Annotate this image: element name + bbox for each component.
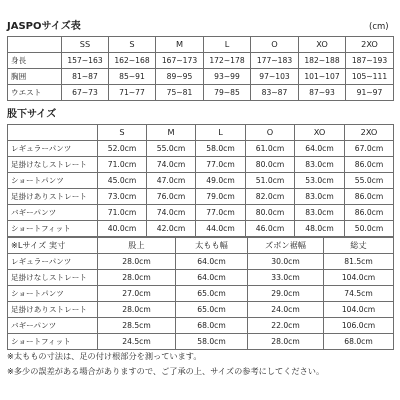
row-label: レギュラーパンツ <box>8 141 98 157</box>
table-cell: 157~163 <box>62 53 109 69</box>
table-cell: 28.0cm <box>98 254 176 270</box>
table-cell: 104.0cm <box>324 302 394 318</box>
table-cell: 83.0cm <box>295 205 345 221</box>
header-cell: ※Lサイズ 実寸 <box>8 238 98 254</box>
header-cell: XO <box>299 37 346 53</box>
table-cell: 42.0cm <box>147 221 196 237</box>
table-cell: 76.0cm <box>147 189 196 205</box>
table-cell: 80.0cm <box>246 157 295 173</box>
unit-label: (cm) <box>369 22 389 32</box>
table-row <box>8 157 394 173</box>
header-cell: 股上 <box>98 238 176 254</box>
table-cell: 45.0cm <box>98 173 147 189</box>
header-cell <box>8 125 98 141</box>
table-header-row <box>8 125 394 141</box>
table-row <box>8 334 394 350</box>
header-cell: S <box>98 125 147 141</box>
table-cell: 67.0cm <box>345 141 394 157</box>
table-cell: 75~81 <box>156 85 204 101</box>
table-cell: 106.0cm <box>324 318 394 334</box>
inseam-size-table <box>7 124 394 237</box>
table-cell: 29.0cm <box>248 286 324 302</box>
table-cell: 82.0cm <box>246 189 295 205</box>
table-row <box>8 254 394 270</box>
table-cell: 64.0cm <box>176 270 248 286</box>
table-cell: 46.0cm <box>246 221 295 237</box>
table-cell: 28.0cm <box>98 270 176 286</box>
header-cell: ズボン裾幅 <box>248 238 324 254</box>
table-cell: 67~73 <box>62 85 109 101</box>
table-row <box>8 85 394 101</box>
table-cell: 77.0cm <box>196 157 246 173</box>
table-cell: 61.0cm <box>246 141 295 157</box>
table-cell: 68.0cm <box>324 334 394 350</box>
table-cell: 81~87 <box>62 69 109 85</box>
table-cell: 51.0cm <box>246 173 295 189</box>
table-cell: 74.0cm <box>147 157 196 173</box>
table-cell: 49.0cm <box>196 173 246 189</box>
table-cell: 89~95 <box>156 69 204 85</box>
header-cell: M <box>147 125 196 141</box>
table-row <box>8 318 394 334</box>
table-row <box>8 221 394 237</box>
row-label: 足掛けなしストレート <box>8 157 98 173</box>
table-cell: 28.0cm <box>98 302 176 318</box>
table-cell: 187~193 <box>346 53 394 69</box>
table-cell: 79.0cm <box>196 189 246 205</box>
table-cell: 64.0cm <box>176 254 248 270</box>
table-cell: 33.0cm <box>248 270 324 286</box>
table-cell: 68.0cm <box>176 318 248 334</box>
header-cell: L <box>204 37 251 53</box>
row-label: ショートフィット <box>8 221 98 237</box>
table-cell: 24.5cm <box>98 334 176 350</box>
table-cell: 74.5cm <box>324 286 394 302</box>
l-size-measurement-table <box>7 237 394 350</box>
table-cell: 162~168 <box>109 53 156 69</box>
table-cell: 83.0cm <box>295 157 345 173</box>
table-row <box>8 173 394 189</box>
table-cell: 50.0cm <box>345 221 394 237</box>
table-cell: 30.0cm <box>248 254 324 270</box>
table-cell: 77.0cm <box>196 205 246 221</box>
header-cell: M <box>156 37 204 53</box>
row-label: 胸囲 <box>8 69 62 85</box>
table-cell: 182~188 <box>299 53 346 69</box>
row-label: ショートフィット <box>8 334 98 350</box>
row-label: 足掛けありストレート <box>8 189 98 205</box>
note-measurement-error: ※多少の誤差がある場合がありますので、ご了承の上、サイズの参考にしてください。 <box>7 366 325 376</box>
table-cell: 22.0cm <box>248 318 324 334</box>
row-label: 足掛けありストレート <box>8 302 98 318</box>
header-cell <box>8 37 62 53</box>
header-cell: XO <box>295 125 345 141</box>
row-label: ショートパンツ <box>8 173 98 189</box>
table-cell: 81.5cm <box>324 254 394 270</box>
table-cell: 91~97 <box>346 85 394 101</box>
table-cell: 87~93 <box>299 85 346 101</box>
row-label: バギーパンツ <box>8 205 98 221</box>
table-cell: 86.0cm <box>345 157 394 173</box>
table-cell: 27.0cm <box>98 286 176 302</box>
header-cell: 2XO <box>345 125 394 141</box>
note-thigh-measurement: ※太ももの寸法は、足の付け根部分を測っています。 <box>7 351 202 361</box>
table-cell: 93~99 <box>204 69 251 85</box>
table-cell: 104.0cm <box>324 270 394 286</box>
row-label: ウエスト <box>8 85 62 101</box>
inseam-size-title: 股下サイズ <box>7 109 57 120</box>
table-cell: 177~183 <box>251 53 299 69</box>
table-cell: 71.0cm <box>98 157 147 173</box>
row-label: 足掛けなしストレート <box>8 270 98 286</box>
table-cell: 97~103 <box>251 69 299 85</box>
table-cell: 55.0cm <box>345 173 394 189</box>
table-cell: 65.0cm <box>176 302 248 318</box>
table-cell: 24.0cm <box>248 302 324 318</box>
table-cell: 86.0cm <box>345 205 394 221</box>
header-cell: O <box>246 125 295 141</box>
table-cell: 55.0cm <box>147 141 196 157</box>
table-header-row <box>8 37 394 53</box>
table-cell: 80.0cm <box>246 205 295 221</box>
table-cell: 79~85 <box>204 85 251 101</box>
table-cell: 105~111 <box>346 69 394 85</box>
table-cell: 28.5cm <box>98 318 176 334</box>
table-cell: 71.0cm <box>98 205 147 221</box>
row-label: レギュラーパンツ <box>8 254 98 270</box>
table-row <box>8 286 394 302</box>
table-row <box>8 189 394 205</box>
header-cell: L <box>196 125 246 141</box>
header-cell: 総丈 <box>324 238 394 254</box>
table-row <box>8 53 394 69</box>
table-cell: 52.0cm <box>98 141 147 157</box>
table-row <box>8 205 394 221</box>
table-cell: 86.0cm <box>345 189 394 205</box>
table-cell: 58.0cm <box>176 334 248 350</box>
table-cell: 65.0cm <box>176 286 248 302</box>
row-label: ショートパンツ <box>8 286 98 302</box>
header-cell: O <box>251 37 299 53</box>
row-label: 身長 <box>8 53 62 69</box>
table-cell: 44.0cm <box>196 221 246 237</box>
table-cell: 47.0cm <box>147 173 196 189</box>
jaspo-size-table <box>7 36 394 101</box>
table-row <box>8 270 394 286</box>
table-cell: 101~107 <box>299 69 346 85</box>
table-cell: 28.0cm <box>248 334 324 350</box>
jaspo-size-title: JASPOサイズ表 <box>7 21 81 32</box>
header-cell: S <box>109 37 156 53</box>
table-header-row <box>8 238 394 254</box>
table-cell: 85~91 <box>109 69 156 85</box>
table-row <box>8 141 394 157</box>
table-cell: 83.0cm <box>295 189 345 205</box>
table-cell: 64.0cm <box>295 141 345 157</box>
table-cell: 73.0cm <box>98 189 147 205</box>
header-cell: 2XO <box>346 37 394 53</box>
header-cell: SS <box>62 37 109 53</box>
table-cell: 172~178 <box>204 53 251 69</box>
table-cell: 48.0cm <box>295 221 345 237</box>
header-cell: 太もも幅 <box>176 238 248 254</box>
table-cell: 40.0cm <box>98 221 147 237</box>
table-cell: 53.0cm <box>295 173 345 189</box>
row-label: バギーパンツ <box>8 318 98 334</box>
table-cell: 74.0cm <box>147 205 196 221</box>
table-cell: 167~173 <box>156 53 204 69</box>
table-cell: 58.0cm <box>196 141 246 157</box>
table-cell: 71~77 <box>109 85 156 101</box>
table-cell: 83~87 <box>251 85 299 101</box>
table-row <box>8 69 394 85</box>
table-row <box>8 302 394 318</box>
